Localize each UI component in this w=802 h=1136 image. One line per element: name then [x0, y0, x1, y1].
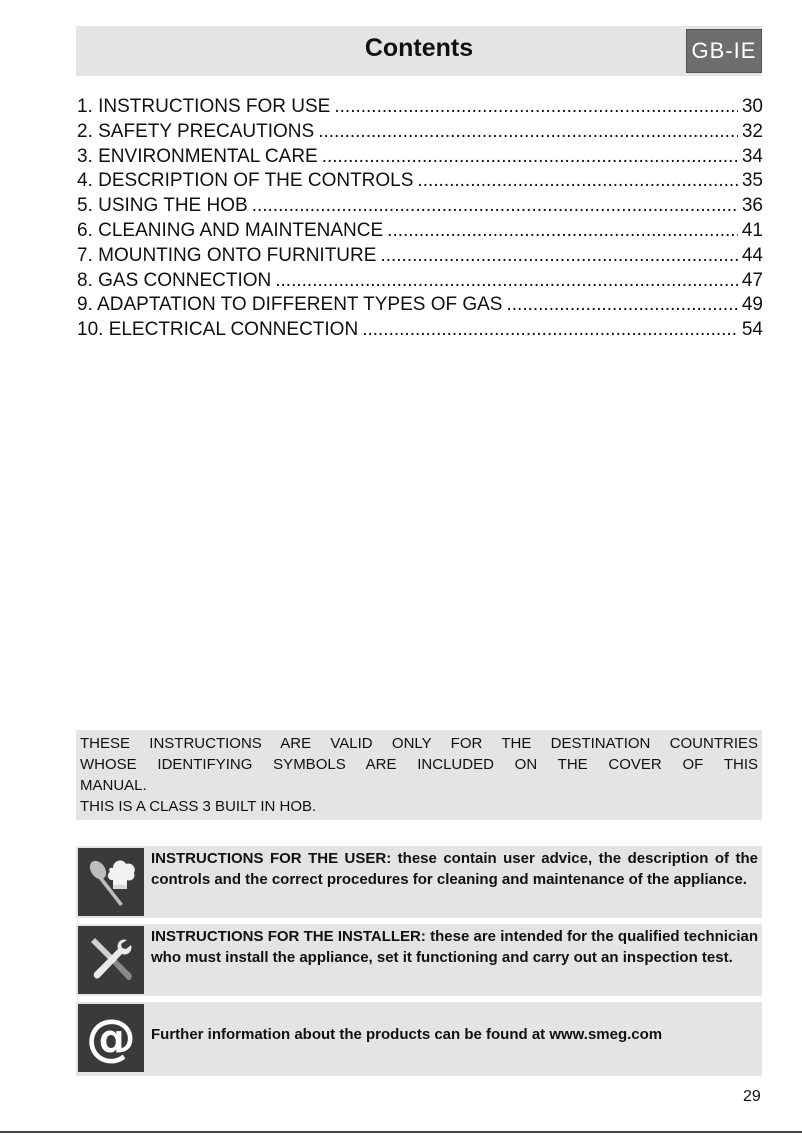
header-bar	[76, 26, 762, 76]
toc-entry-page: 30	[741, 96, 763, 117]
toc-entry-page: 44	[741, 244, 763, 266]
toc-entry-page: 36	[741, 195, 763, 217]
user-instructions-panel	[76, 846, 762, 918]
language-badge: GB-IE	[686, 29, 762, 73]
footer-divider	[0, 1131, 802, 1133]
toc-leader-dots	[275, 270, 738, 292]
toc-leader-dots	[417, 170, 737, 192]
validity-notice	[76, 730, 762, 820]
toc-entry-title: 9. ADAPTATION TO DIFFERENT TYPES OF GAS	[77, 294, 503, 316]
toc-entry-page: 34	[741, 145, 763, 167]
toc-entry[interactable]	[77, 96, 763, 121]
toc-entry[interactable]	[77, 195, 763, 220]
table-of-contents	[77, 96, 763, 344]
toc-leader-dots	[322, 146, 738, 168]
toc-entry-page: 54	[741, 319, 763, 341]
notice-line: THIS IS A CLASS 3 BUILT IN HOB.	[80, 798, 317, 815]
notice-line: THESE INSTRUCTIONS ARE VALID ONLY FOR THE DESTINATION COUNTRIES	[80, 735, 758, 752]
toc-entry-title: 6. CLEANING AND MAINTENANCE	[77, 219, 384, 241]
toc-entry-title: 4. DESCRIPTION OF THE CONTROLS	[77, 170, 414, 192]
toc-leader-dots	[506, 294, 737, 316]
toc-entry-title: 1. INSTRUCTIONS FOR USE	[77, 96, 331, 117]
toc-entry-title: 7. MOUNTING ONTO FURNITURE	[77, 244, 377, 266]
installer-instructions-panel	[76, 924, 762, 996]
toc-entry-page: 47	[741, 269, 763, 291]
page-title: Contents	[364, 34, 474, 62]
toc-entry[interactable]	[77, 121, 763, 146]
notice-line: MANUAL.	[80, 777, 147, 794]
installer-instructions-text: INSTRUCTIONS FOR THE INSTALLER: these are intended for the qualified technician who must install the appliance, set it functioning and carry out an inspection test.	[151, 928, 758, 966]
toc-leader-dots	[362, 319, 738, 341]
toc-entry-page: 41	[741, 219, 763, 241]
toc-entry[interactable]	[77, 294, 763, 319]
toc-entry-title: 5. USING THE HOB	[77, 195, 248, 217]
chef-spoon-icon	[78, 848, 144, 916]
toc-entry-title: 10. ELECTRICAL CONNECTION	[77, 319, 359, 341]
web-info-panel	[76, 1002, 762, 1076]
toc-entry[interactable]	[77, 319, 763, 344]
toc-leader-dots	[387, 220, 738, 242]
toc-leader-dots	[252, 195, 738, 217]
at-sign-icon	[78, 1004, 144, 1072]
toc-entry[interactable]	[77, 146, 763, 171]
web-info-text: Further information about the products can be found at www.smeg.com	[151, 1026, 663, 1043]
toc-entry-page: 49	[741, 294, 763, 316]
toc-entry[interactable]	[77, 270, 763, 295]
toc-entry-title: 8. GAS CONNECTION	[77, 269, 272, 291]
toc-leader-dots	[380, 245, 737, 267]
at-sign-glyph: @	[86, 1009, 136, 1067]
notice-line: WHOSE IDENTIFYING SYMBOLS ARE INCLUDED ON THE COVER OF THIS	[80, 756, 758, 773]
page-number: 29	[743, 1088, 761, 1105]
toc-entry-page: 35	[741, 170, 763, 192]
toc-entry-title: 2. SAFETY PRECAUTIONS	[77, 120, 315, 142]
toc-leader-dots	[334, 96, 738, 118]
toc-entry-title: 3. ENVIRONMENTAL CARE	[77, 145, 318, 167]
wrench-screwdriver-icon	[78, 926, 144, 994]
toc-entry[interactable]	[77, 220, 763, 245]
toc-entry[interactable]	[77, 170, 763, 195]
toc-entry[interactable]	[77, 245, 763, 270]
user-instructions-text: INSTRUCTIONS FOR THE USER: these contain user advice, the description of the controls and the correct procedures for cleaning and maintenance of the appliance.	[151, 850, 758, 888]
toc-entry-page: 32	[741, 120, 763, 142]
toc-leader-dots	[318, 121, 738, 143]
